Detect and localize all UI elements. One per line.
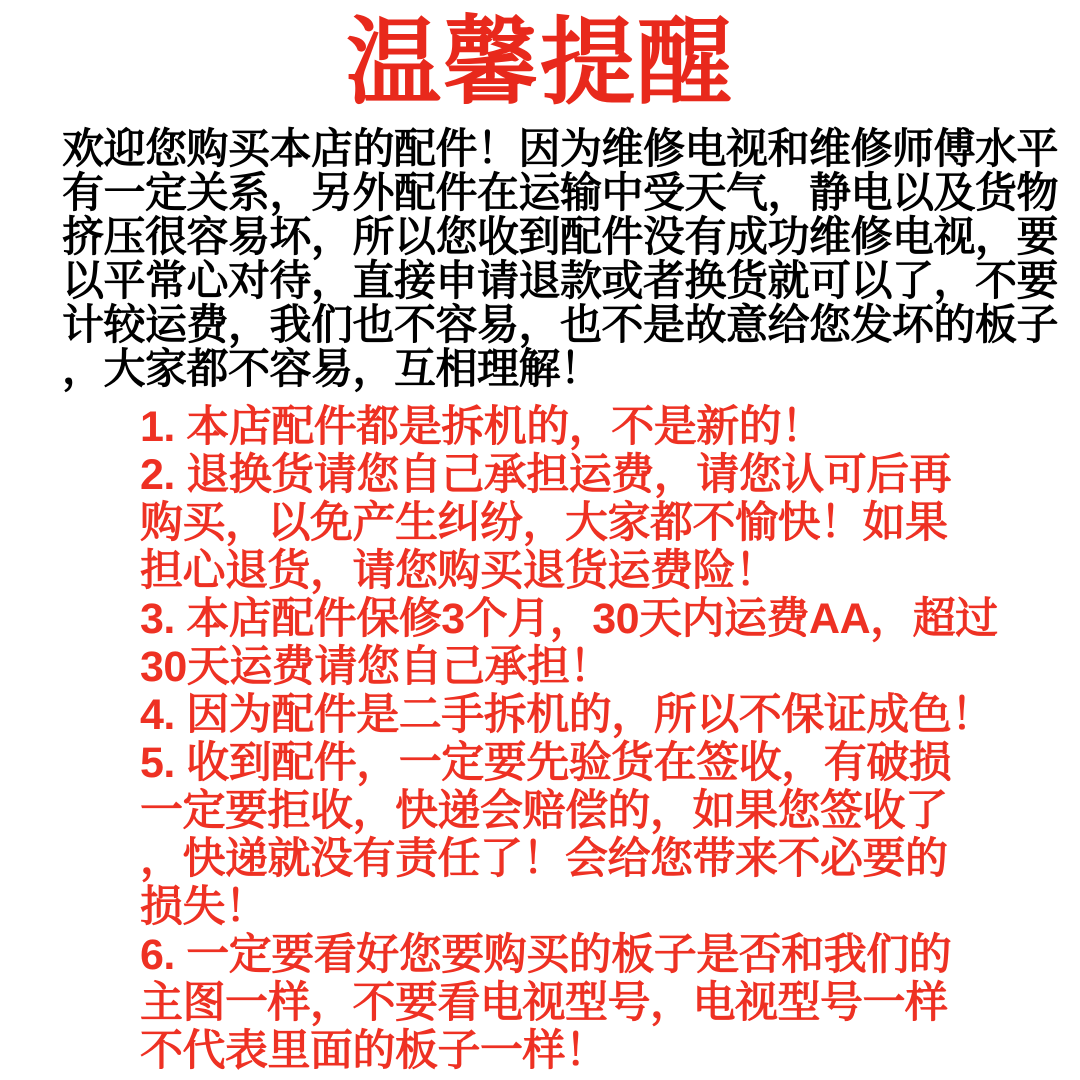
notice-line: 购买，以免产生纠纷，大家都不愉快！如果 bbox=[140, 499, 948, 547]
notice-item-6 bbox=[140, 931, 1024, 1075]
notice-line: 不代表里面的板子一样！ bbox=[140, 1027, 608, 1075]
intro-paragraph bbox=[62, 125, 1059, 392]
notice-line: 4. 因为配件是二手拆机的，所以不保证成色！ bbox=[140, 691, 994, 739]
notice-item-1 bbox=[140, 403, 1024, 451]
notice-line: 1. 本店配件都是拆机的，不是新的！ bbox=[140, 403, 824, 451]
notice-line: 5. 收到配件，一定要先验货在签收，有破损 bbox=[140, 739, 952, 787]
notice-line: ，快递就没有责任了！会给您带来不必要的 bbox=[140, 835, 948, 883]
notice-line: 30天运费请您自己承担！ bbox=[140, 643, 612, 691]
intro-line-5: 计较运费，我们也不容易，也不是故意给您发坏的板子 bbox=[62, 301, 1059, 348]
notice-line: 6. 一定要看好您要购买的板子是否和我们的 bbox=[140, 931, 952, 979]
notice-item-5 bbox=[140, 739, 1024, 931]
notice-item-2 bbox=[140, 451, 1024, 595]
intro-line-3: 挤压很容易坏，所以您收到配件没有成功维修电视，要 bbox=[62, 213, 1059, 260]
notice-line: 担心退货，请您购买退货运费险！ bbox=[140, 547, 778, 595]
notice-line: 3. 本店配件保修3个月，30天内运费AA，超过 bbox=[140, 595, 998, 643]
notice-list bbox=[140, 403, 1024, 1075]
intro-line-1: 欢迎您购买本店的配件！因为维修电视和维修师傅水平 bbox=[62, 125, 1059, 172]
intro-line-4: 以平常心对待，直接申请退款或者换货就可以了，不要 bbox=[62, 257, 1059, 304]
notice-line: 一定要拒收，快递会赔偿的，如果您签收了 bbox=[140, 787, 948, 835]
notice-item-3 bbox=[140, 595, 1024, 691]
notice-line: 主图一样，不要看电视型号，电视型号一样 bbox=[140, 979, 948, 1027]
notice-line: 2. 退换货请您自己承担运费，请您认可后再 bbox=[140, 451, 952, 499]
notice-line: 损失！ bbox=[140, 883, 268, 931]
page-title: 温馨提醒 bbox=[345, 10, 734, 116]
notice-item-4 bbox=[140, 691, 1024, 739]
intro-line-2: 有一定关系，另外配件在运输中受天气，静电以及货物 bbox=[62, 169, 1059, 216]
intro-line-6: ，大家都不容易，互相理解！ bbox=[62, 345, 602, 392]
